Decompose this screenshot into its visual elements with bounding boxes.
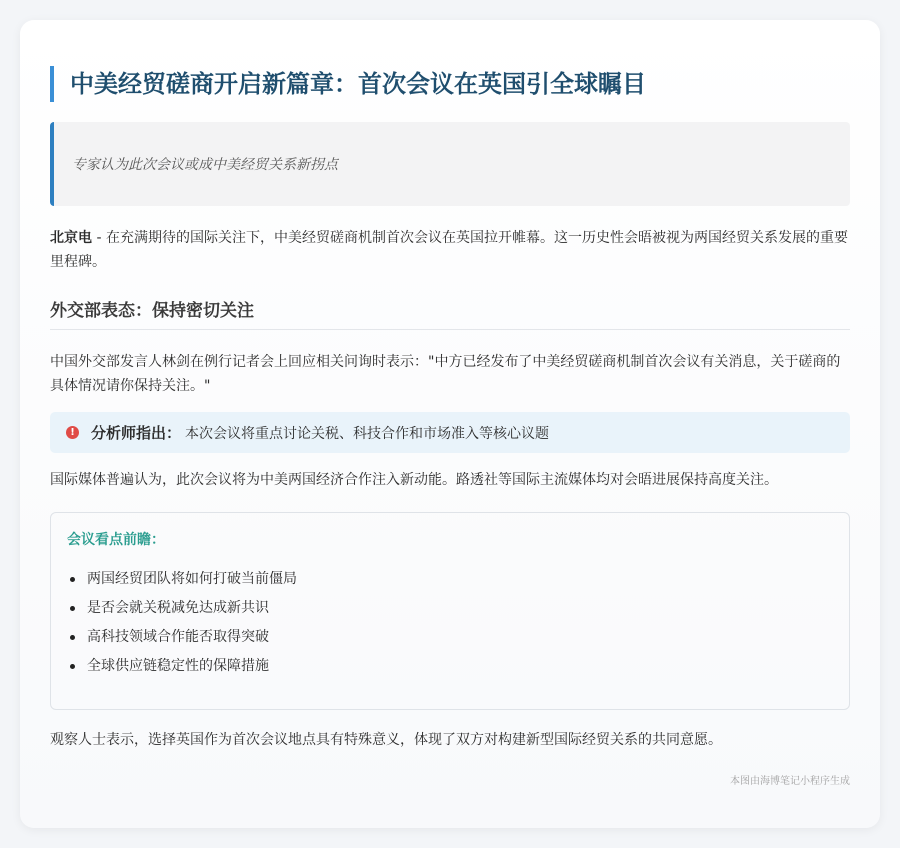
list-item: 高科技领域合作能否取得突破 [67, 623, 833, 652]
footer-credit: 本图由海博笔记小程序生成 [730, 776, 850, 787]
dateline: 北京电 [50, 230, 92, 246]
analyst-callout [50, 412, 850, 453]
paragraph-media: 国际媒体普遍认为，此次会议将为中美两国经济合作注入新动能。路透社等国际主流媒体均对会晤进展保持高度关注。 [50, 472, 778, 488]
subtitle-blockquote [50, 122, 850, 206]
list-item: 全球供应链稳定性的保障措施 [67, 652, 833, 681]
article-title: 中美经贸磋商开启新篇章：首次会议在英国引全球瞩目 [50, 66, 850, 102]
intro-text: - 在充满期待的国际关注下，中美经贸磋商机制首次会议在英国拉开帷幕。这一历史性会晤被视为两国经贸关系发展的重要里程碑。 [50, 230, 848, 270]
callout-text: 本次会议将重点讨论关税、科技合作和市场准入等核心议题 [185, 425, 550, 442]
section-heading: 外交部表态：保持密切关注 [50, 296, 850, 330]
preview-title: 会议看点前瞻： [67, 532, 165, 548]
preview-box [50, 512, 850, 710]
alert-circle-icon: ! [66, 426, 79, 439]
article-card [20, 20, 880, 828]
article-subtitle: 专家认为此次会议或成中美经贸关系新拐点 [72, 157, 338, 173]
paragraph-intro [50, 226, 850, 274]
list-item: 两国经贸团队将如何打破当前僵局 [67, 565, 833, 594]
preview-list [67, 565, 833, 681]
list-item: 是否会就关税减免达成新共识 [67, 594, 833, 623]
callout-label: 分析师指出： [91, 424, 182, 442]
paragraph-spokesperson: 中国外交部发言人林剑在例行记者会上回应相关问询时表示："中方已经发布了中美经贸磋商机制首次会议有关消息，关于磋商的具体情况请你保持关注。" [50, 354, 841, 394]
paragraph-observers: 观察人士表示，选择英国作为首次会议地点具有特殊意义，体现了双方对构建新型国际经贸关系的共同意愿。 [50, 732, 722, 748]
